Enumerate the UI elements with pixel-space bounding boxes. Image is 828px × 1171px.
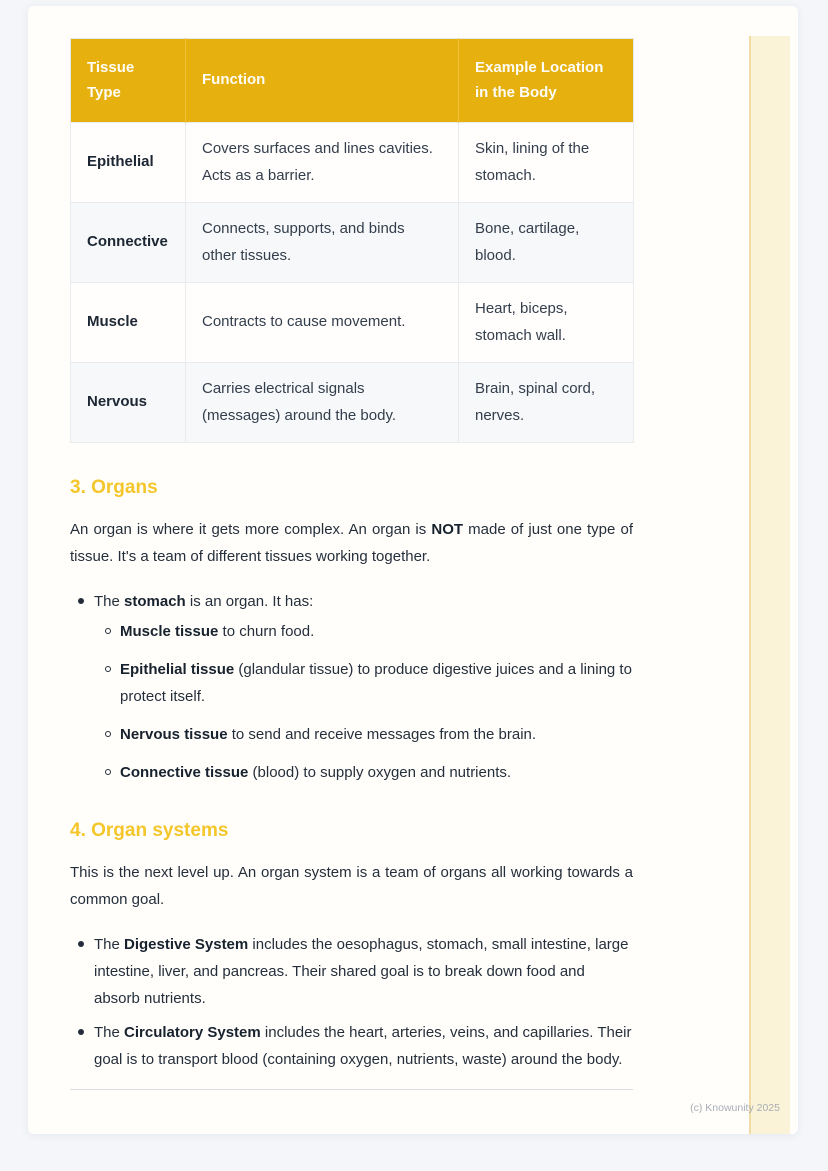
organ-systems-intro-paragraph: This is the next level up. An organ system is a team of organs all working towards a common goal.	[70, 863, 633, 908]
header-cell-function: Function	[186, 39, 459, 123]
list-item	[70, 618, 633, 645]
bullet-disc-icon	[78, 941, 84, 947]
bullet-circle-icon	[105, 666, 111, 672]
bullet-disc-icon	[78, 1029, 84, 1035]
copyright-credit: (c) Knowunity 2025	[690, 1102, 780, 1114]
list-item	[70, 931, 633, 1012]
cell-function: Carries electrical signals (messages) around the body.	[186, 363, 459, 443]
list-item-text: Connective tissue (blood) to supply oxygen and nutrients.	[120, 763, 512, 781]
footer-divider	[70, 1089, 633, 1090]
list-item	[70, 759, 633, 786]
table-row	[71, 123, 634, 203]
page-content	[70, 6, 633, 1090]
cell-location: Skin, lining of the stomach.	[459, 123, 634, 203]
bullet-circle-icon	[105, 628, 111, 634]
header-cell-example-location: Example Location in the Body	[459, 39, 634, 123]
bullet-disc-icon	[78, 598, 84, 604]
cell-location: Bone, cartilage, blood.	[459, 203, 634, 283]
decorative-side-ribbon	[749, 36, 790, 1134]
cell-tissue-type: Muscle	[71, 283, 186, 363]
cell-tissue-type: Nervous	[71, 363, 186, 443]
list-item	[70, 588, 633, 615]
cell-location: Brain, spinal cord, nerves.	[459, 363, 634, 443]
list-item-text: Nervous tissue to send and receive messages from the brain.	[120, 725, 537, 743]
cell-function: Connects, supports, and binds other tissues.	[186, 203, 459, 283]
list-item-text: The stomach is an organ. It has:	[94, 592, 314, 610]
list-item-text: Muscle tissue to churn food.	[120, 622, 315, 640]
cell-tissue-type: Epithelial	[71, 123, 186, 203]
tissue-types-table	[70, 38, 634, 443]
list-item-text: The Digestive System includes the oesophagus, stomach, small intestine, large intestine, liver, and pancreas. Their shared goal is to break down food and absorb nutrients.	[94, 935, 629, 1007]
table-row	[71, 203, 634, 283]
document-page	[28, 6, 798, 1134]
organ-systems-bullet-list	[70, 931, 633, 1073]
list-item	[70, 721, 633, 748]
list-item-text: The Circulatory System includes the heart, arteries, veins, and capillaries. Their goal is to transport blood (containing oxygen, nutrients, waste) around the body.	[94, 1023, 632, 1068]
table-header-row	[71, 39, 634, 123]
cell-tissue-type: Connective	[71, 203, 186, 283]
list-item	[70, 1019, 633, 1073]
cell-function: Covers surfaces and lines cavities. Acts as a barrier.	[186, 123, 459, 203]
bullet-circle-icon	[105, 731, 111, 737]
cell-function: Contracts to cause movement.	[186, 283, 459, 363]
section-heading-organ-systems: 4. Organ systems	[70, 819, 229, 841]
section-heading-organs: 3. Organs	[70, 477, 158, 498]
list-item-text: Epithelial tissue (glandular tissue) to produce digestive juices and a lining to protect itself.	[120, 660, 632, 705]
cell-location: Heart, biceps, stomach wall.	[459, 283, 634, 363]
table-row	[71, 363, 634, 443]
organs-bullet-list	[70, 588, 633, 786]
organs-intro-paragraph: An organ is where it gets more complex. An organ is NOT made of just one type of tissue. It's a team of different tissues working together.	[70, 520, 633, 565]
table-row	[71, 283, 634, 363]
header-cell-tissue-type: Tissue Type	[71, 39, 186, 123]
bullet-circle-icon	[105, 769, 111, 775]
list-item	[70, 656, 633, 710]
